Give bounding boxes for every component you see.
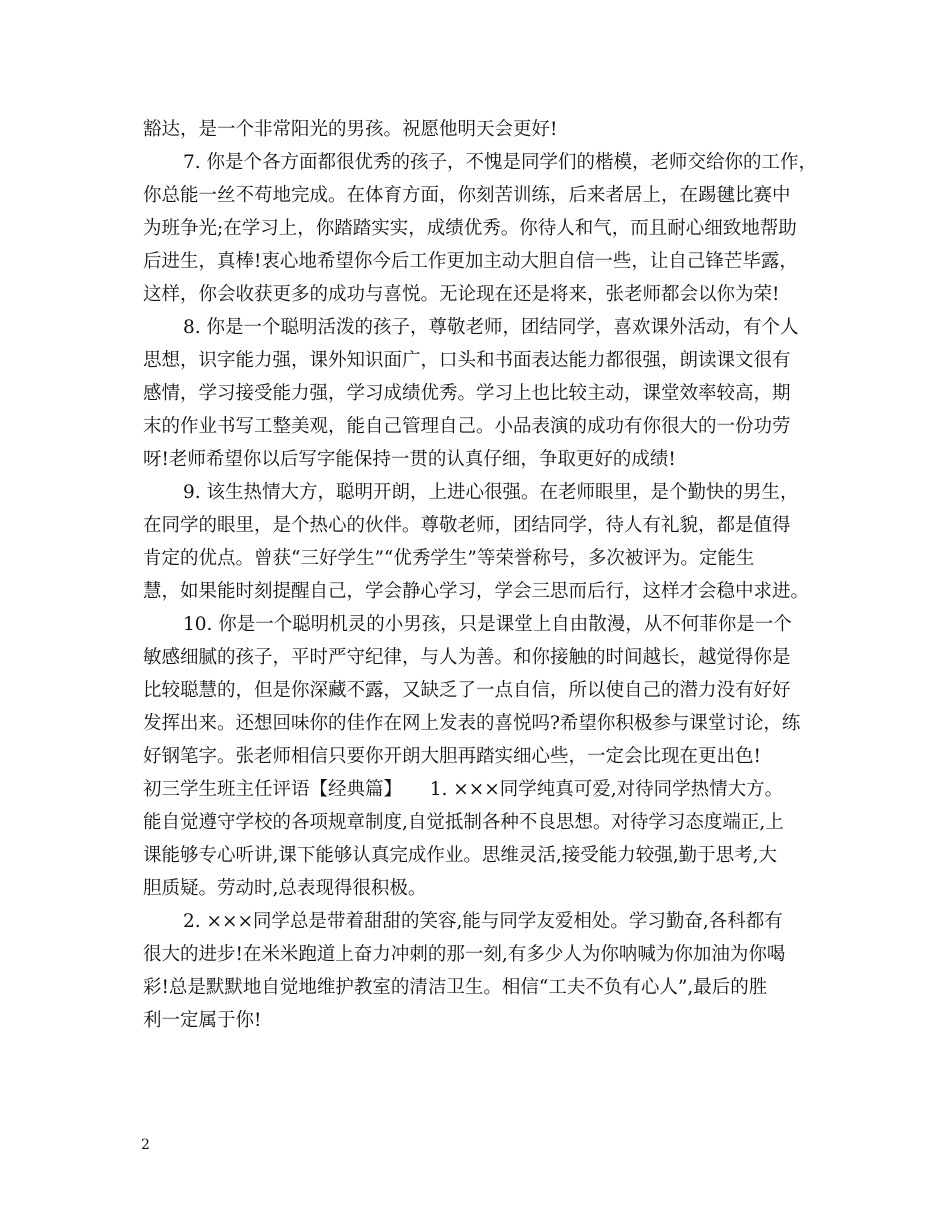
text-line: 7. 你是个各方面都很优秀的孩子，不愧是同学们的楷模，老师交给你的工作， — [183, 152, 818, 173]
text-line: 好钢笔字。张老师相信只要你开朗大胆再踏实细心些，一定会比现在更出色! — [143, 746, 761, 767]
text-line: 2. ×××同学总是带着甜甜的笑容,能与同学友爱相处。学习勤奋,各科都有 — [183, 911, 783, 932]
text-line: 能自觉遵守学校的各项规章制度,自觉抵制各种不良思想。对待学习态度端正,上 — [143, 812, 784, 833]
text-line: 初三学生班主任评语【经典篇】 1. ×××同学纯真可爱,对待同学热情大方。 — [143, 779, 784, 800]
text-line: 你总能一丝不苟地完成。在体育方面，你刻苦训练，后来者居上，在踢毽比赛中 — [143, 185, 791, 206]
text-line: 8. 你是一个聪明活泼的孩子，尊敬老师，团结同学，喜欢课外活动，有个人 — [183, 317, 799, 338]
text-line: 发挥出来。还想回味你的佳作在网上发表的喜悦吗?希望你积极参与课堂讨论，练 — [143, 713, 801, 734]
text-line: 课能够专心听讲,课下能够认真完成作业。思维灵活,接受能力较强,勤于思考,大 — [143, 845, 778, 866]
text-line: 彩!总是默默地自觉地维护教室的清洁卫生。相信“工夫不负有心人”,最后的胜 — [143, 977, 768, 998]
text-line: 10. 你是一个聪明机灵的小男孩，只是课堂上自由散漫，从不何菲你是一个 — [183, 614, 792, 635]
text-line: 为班争光;在学习上，你踏踏实实，成绩优秀。你待人和气，而且耐心细致地帮助 — [143, 218, 797, 239]
text-line: 慧，如果能时刻提醒自己，学会静心学习，学会三思而后行，这样才会稳中求进。 — [143, 581, 810, 602]
text-line: 肯定的优点。曾获“三好学生”“优秀学生”等荣誉称号，多次被评为。定能生 — [143, 548, 755, 569]
text-line: 在同学的眼里，是个热心的伙伴。尊敬老师，团结同学，待人有礼貌，都是值得 — [143, 515, 791, 536]
document-body — [143, 113, 823, 1037]
text-line: 呀!老师希望你以后写字能保持一贯的认真仔细，争取更好的成绩! — [143, 449, 676, 470]
text-line: 敏感细腻的孩子，平时严守纪律，与人为善。和你接触的时间越长，越觉得你是 — [143, 647, 791, 668]
text-line: 感情，学习接受能力强，学习成绩优秀。学习上也比较主动，课堂效率较高，期 — [143, 383, 791, 404]
text-line: 这样，你会收获更多的成功与喜悦。无论现在还是将来，张老师都会以你为荣! — [143, 284, 780, 305]
text-line: 思想，识字能力强，课外知识面广，口头和书面表达能力都很强，朗读课文很有 — [143, 350, 791, 371]
text-line: 利一定属于你! — [143, 1010, 262, 1031]
text-line: 豁达，是一个非常阳光的男孩。祝愿他明天会更好! — [143, 119, 558, 140]
text-line: 9. 该生热情大方，聪明开朗，上进心很强。在老师眼里，是个勤快的男生， — [183, 482, 799, 503]
text-line: 后进生，真棒!衷心地希望你今后工作更加主动大胆自信一些，让自己锋芒毕露， — [143, 251, 798, 272]
text-line: 胆质疑。劳动时,总表现得很积极。 — [143, 878, 427, 899]
text-line: 比较聪慧的，但是你深藏不露，又缺乏了一点自信，所以使自己的潜力没有好好 — [143, 680, 791, 701]
text-line: 很大的进步!在米米跑道上奋力冲刺的那一刻,有多少人为你呐喊为你加油为你喝 — [143, 944, 786, 965]
page-number: 2 — [141, 1137, 150, 1153]
text-line: 末的作业书写工整美观，能自己管理自己。小品表演的成功有你很大的一份功劳 — [143, 416, 791, 437]
